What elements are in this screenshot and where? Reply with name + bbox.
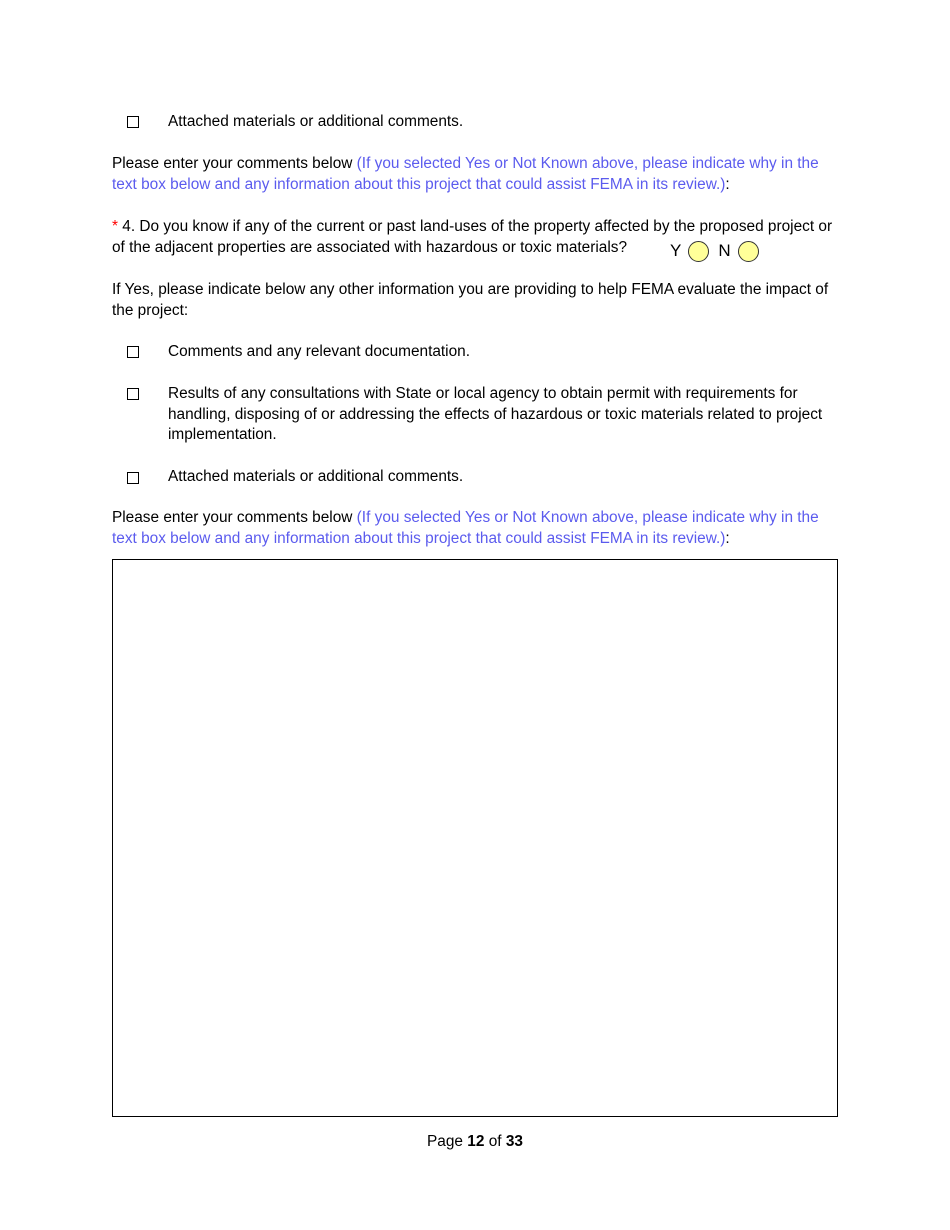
checkbox-label: Comments and any relevant documentation. — [168, 343, 470, 360]
page-word: Page — [427, 1133, 463, 1150]
if-yes-instructions: If Yes, please indicate below any other information you are providing to help FEMA evaluate the impact of the project: — [112, 281, 829, 319]
comments-hint: (If you selected Yes or Not Known above, please indicate why in the text box below and any information about this project that could assist FEMA in its review.) — [112, 509, 819, 547]
attached-materials-checkbox[interactable] — [127, 472, 139, 484]
comments-hint: (If you selected Yes or Not Known above, please indicate why in the text box below and any information about this project that could assist FEMA in its review.) — [112, 155, 819, 193]
question-4-yes-no — [670, 240, 768, 262]
page-footer — [0, 1132, 950, 1152]
yes-label: Y — [670, 241, 682, 260]
yes-radio[interactable] — [688, 241, 709, 262]
comments-documentation-checkbox[interactable] — [127, 346, 139, 358]
of-word: of — [488, 1133, 502, 1150]
question-4-text: 4. Do you know if any of the current or past land-uses of the property affected by the proposed project or of the adjacent properties are associated with hazardous or toxic materials? — [112, 218, 833, 256]
comments-prompt-top: Please enter your comments below (If you selected Yes or Not Known above, please indicate why in the text box below and any information about this project that could assist FEMA in its review.): — [112, 155, 819, 193]
no-radio[interactable] — [738, 241, 759, 262]
total-pages-number: 33 — [505, 1133, 523, 1150]
checkbox-label: Results of any consultations with State or local agency to obtain permit with requirements for handling, disposing of or addressing the effects of hazardous or toxic materials related to project implementation. — [168, 385, 823, 444]
required-marker: * — [112, 218, 118, 235]
checkbox-label: Attached materials or additional comments. — [168, 468, 464, 485]
current-page-number: 12 — [467, 1133, 485, 1150]
consultations-checkbox[interactable] — [127, 388, 139, 400]
comments-textbox[interactable] — [112, 559, 838, 1117]
checkbox-label: Attached materials or additional comments. — [168, 113, 464, 130]
no-label: N — [718, 241, 731, 260]
comments-prompt: Please enter your comments below (If you selected Yes or Not Known above, please indicate why in the text box below and any information about this project that could assist FEMA in its review.): — [112, 509, 819, 547]
attached-materials-top-checkbox[interactable] — [127, 116, 139, 128]
